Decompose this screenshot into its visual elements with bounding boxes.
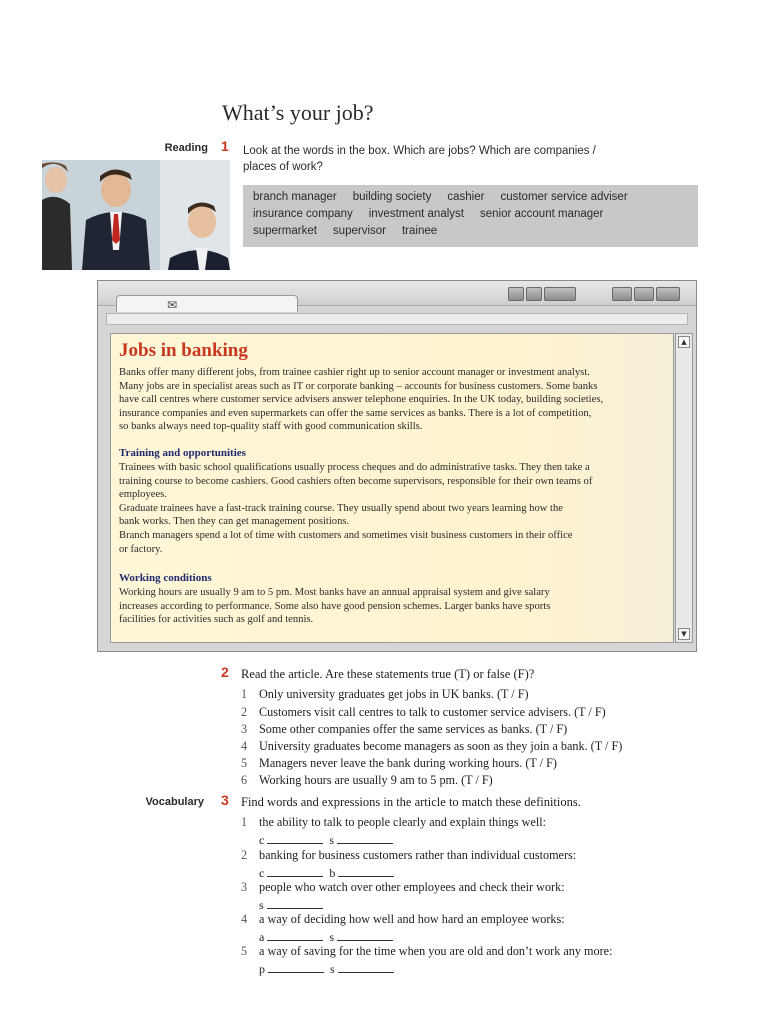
definition-number: 2 <box>241 848 248 862</box>
statement-number: 5 <box>241 756 248 770</box>
article-panel <box>110 333 674 643</box>
statement-item <box>241 773 493 788</box>
answer-blank[interactable] <box>267 897 323 909</box>
exercise-3-number: 3 <box>221 792 229 808</box>
statement-item <box>241 756 557 771</box>
working-text <box>119 586 665 627</box>
statement-text: Only university graduates get jobs in UK banks. (T / F) <box>259 687 529 701</box>
scroll-down-icon[interactable]: ▼ <box>678 628 690 640</box>
definition-text: banking for business customers rather than individual customers: <box>259 848 577 862</box>
statement-number: 3 <box>241 722 248 736</box>
article-line: or factory. <box>119 543 163 555</box>
word-item: investment analyst <box>368 208 464 220</box>
word-item: insurance company <box>253 208 353 220</box>
word-box <box>243 185 698 247</box>
answer-blank[interactable] <box>268 961 324 973</box>
answer-blank[interactable] <box>267 832 323 844</box>
exercise-1-instruction-line2: places of work? <box>243 161 323 173</box>
back-button[interactable] <box>612 287 632 301</box>
answer-blank[interactable] <box>267 865 323 877</box>
answer-blank[interactable] <box>267 929 323 941</box>
close-window-button[interactable] <box>656 287 680 301</box>
word-item: senior account manager <box>479 208 604 220</box>
article-line: so banks always need top-quality staff with good communication skills. <box>119 421 423 433</box>
statement-item <box>241 687 529 702</box>
forward-button[interactable] <box>634 287 654 301</box>
toolbar-button-save[interactable] <box>526 287 542 301</box>
statement-text: Working hours are usually 9 am to 5 pm. (T / F) <box>259 773 493 787</box>
statement-number: 6 <box>241 773 248 787</box>
word-item: customer service adviser <box>500 191 628 203</box>
business-people-illustration <box>42 160 230 270</box>
answer-blanks <box>259 961 400 977</box>
statement-text: Customers visit call centres to talk to customer service advisers. (T / F) <box>259 705 606 719</box>
page-title: What’s your job? <box>222 100 374 125</box>
definition-number: 3 <box>241 880 248 894</box>
statement-item <box>241 739 622 754</box>
answer-blank[interactable] <box>338 865 394 877</box>
article-line: Many jobs are in specialist areas such as IT or corporate banking – accounts for business customers. Some banks <box>119 380 598 392</box>
definition-text: a way of deciding how well and how hard an employee works: <box>259 912 565 926</box>
exercise-1-number: 1 <box>221 138 229 154</box>
article-line: increases according to performance. Some also have good pension schemes. Larger banks have sports <box>119 600 551 612</box>
article-window <box>97 280 697 652</box>
definition-text: the ability to talk to people clearly and explain things well: <box>259 815 547 829</box>
envelope-icon: ✉ <box>167 298 178 312</box>
article-line: Branch managers spend a lot of time with customers and sometimes visit business customers in their office <box>119 529 573 541</box>
answer-blanks <box>259 897 329 913</box>
blank-initial: p <box>259 962 265 976</box>
training-text <box>119 461 665 556</box>
article-line: insurance companies and even supermarkets can offer the same services as banks. There is a lot of competition, <box>119 407 592 419</box>
statement-text: Some other companies offer the same services as banks. (T / F) <box>259 722 568 736</box>
word-item: building society <box>352 191 432 203</box>
statement-text: University graduates become managers as soon as they join a bank. (T / F) <box>259 739 623 753</box>
word-item: trainee <box>401 225 438 237</box>
statement-item <box>241 705 606 720</box>
statement-number: 4 <box>241 739 248 753</box>
definition-number: 1 <box>241 815 248 829</box>
word-row-3 <box>253 225 453 237</box>
blank-initial: b <box>329 866 336 880</box>
vocabulary-label: Vocabulary <box>145 796 204 808</box>
answer-blanks <box>259 865 400 881</box>
definition-item <box>241 815 546 830</box>
article-line: Banks offer many different jobs, from trainee cashier right up to senior account manager or investment analyst. <box>119 367 590 378</box>
business-people-photo <box>42 160 230 270</box>
article-line: training course to become cashiers. Good cashiers often become supervisors, responsible for their own teams of <box>119 475 593 487</box>
exercise-1-instruction-line1: Look at the words in the box. Which are jobs? Which are companies / <box>243 145 596 157</box>
answer-blank[interactable] <box>337 929 393 941</box>
article-line: employees. <box>119 489 167 501</box>
reading-label: Reading <box>164 142 208 154</box>
address-bar[interactable] <box>106 313 688 325</box>
word-item: supermarket <box>253 225 317 237</box>
blank-initial: a <box>259 930 265 944</box>
blank-initial: c <box>259 833 265 847</box>
definition-item <box>241 944 612 959</box>
toolbar-button-print[interactable] <box>508 287 524 301</box>
definition-text: a way of saving for the time when you are old and don’t work any more: <box>259 944 613 958</box>
definition-number: 5 <box>241 944 248 958</box>
blank-initial: s <box>329 833 334 847</box>
word-row-1 <box>253 191 644 203</box>
answer-blank[interactable] <box>337 832 393 844</box>
statement-number: 2 <box>241 705 248 719</box>
article-line: Trainees with basic school qualifications usually process cheques and do administrative tasks. They then take a <box>119 462 590 473</box>
blank-initial: s <box>329 930 334 944</box>
definition-item <box>241 912 565 927</box>
answer-blanks <box>259 929 399 945</box>
blank-initial: c <box>259 866 265 880</box>
vertical-scrollbar[interactable] <box>675 333 693 643</box>
exercise-3-instruction: Find words and expressions in the article to match these definitions. <box>241 795 581 809</box>
article-intro <box>119 366 665 434</box>
article-line: have call centres where customer service advisers answer telephone enquiries. In the UK today, building societies, <box>119 394 604 406</box>
word-item: branch manager <box>253 191 337 203</box>
article-line: Working hours are usually 9 am to 5 pm. Most banks have an annual appraisal system and give salary <box>119 587 550 598</box>
article-line: facilities for activities such as golf and tennis. <box>119 614 314 626</box>
word-row-2 <box>253 208 619 220</box>
article-line: Graduate trainees have a fast-track training course. They usually spend about two years learning how the <box>119 502 563 514</box>
working-heading: Working conditions <box>119 572 212 584</box>
statement-number: 1 <box>241 687 248 701</box>
blank-initial: s <box>330 962 335 976</box>
window-tab[interactable] <box>116 295 298 312</box>
article-title: Jobs in banking <box>119 340 248 361</box>
answer-blank[interactable] <box>338 961 394 973</box>
scroll-up-icon[interactable]: ▲ <box>678 336 690 348</box>
training-heading: Training and opportunities <box>119 447 246 459</box>
word-item: cashier <box>447 191 485 203</box>
statement-text: Managers never leave the bank during working hours. (T / F) <box>259 756 557 770</box>
article-line: bank works. Then they can get management positions. <box>119 516 350 528</box>
word-item: supervisor <box>332 225 386 237</box>
toolbar-button-reply[interactable] <box>544 287 576 301</box>
definition-number: 4 <box>241 912 248 926</box>
exercise-2-instruction: Read the article. Are these statements true (T) or false (F)? <box>241 667 535 681</box>
exercise-2-number: 2 <box>221 664 229 680</box>
blank-initial: s <box>259 898 264 912</box>
definition-text: people who watch over other employees and check their work: <box>259 880 565 894</box>
answer-blanks <box>259 832 399 848</box>
statement-item <box>241 722 567 737</box>
definition-item <box>241 880 565 895</box>
definition-item <box>241 848 576 863</box>
